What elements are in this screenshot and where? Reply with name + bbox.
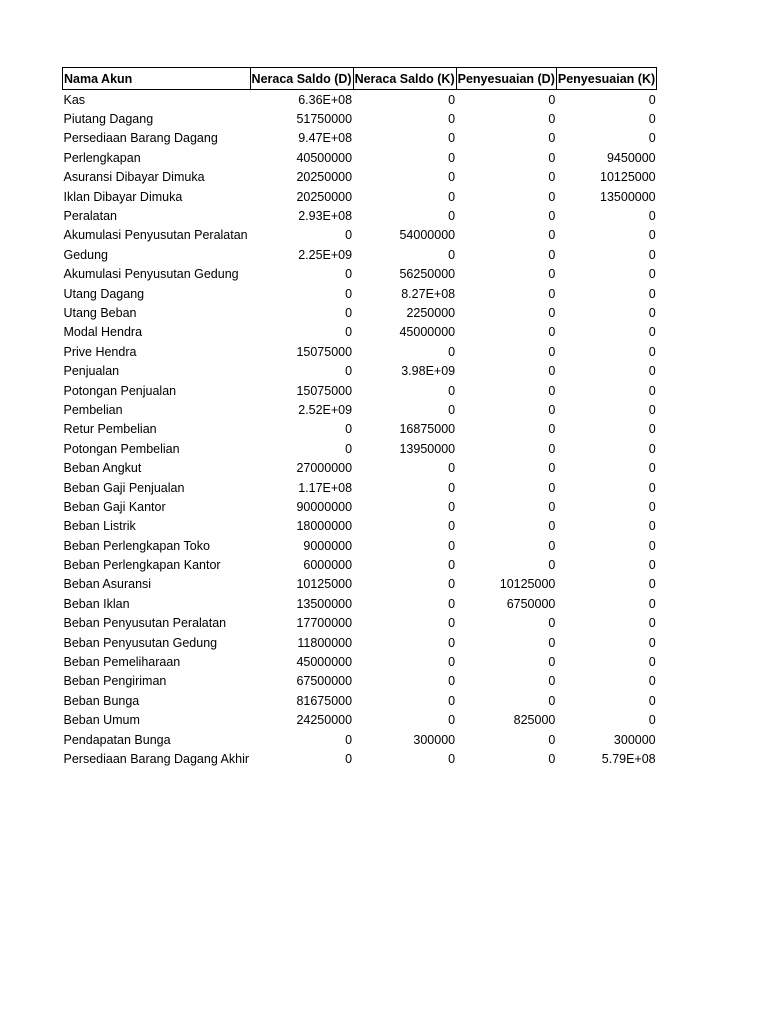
trial-credit-cell[interactable]: 0 — [448, 170, 456, 185]
account-cell[interactable]: Retur Pembelian — [63, 422, 157, 437]
trial-debit-cell[interactable]: 81675000 — [296, 693, 353, 708]
header-cell-trial-debit[interactable]: Neraca Saldo (D) — [250, 68, 353, 90]
account-cell[interactable]: Potongan Penjualan — [63, 383, 177, 398]
adjust-debit-cell[interactable]: 0 — [548, 92, 556, 107]
table-row — [63, 226, 657, 245]
trial-debit-cell[interactable]: 20250000 — [296, 170, 353, 185]
adjust-debit-cell[interactable]: 0 — [548, 674, 556, 689]
table-row — [63, 284, 657, 303]
adjust-debit-cell[interactable]: 0 — [548, 558, 556, 573]
adjust-credit-cell[interactable]: 0 — [648, 693, 656, 708]
adjust-credit-cell[interactable]: 0 — [648, 538, 656, 553]
account-cell[interactable]: Beban Listrik — [63, 519, 136, 534]
trial-debit-cell[interactable]: 11800000 — [297, 635, 353, 650]
adjust-credit-cell[interactable]: 0 — [648, 247, 656, 262]
account-cell[interactable]: Perlengkapan — [63, 150, 141, 165]
trial-credit-cell[interactable]: 0 — [448, 713, 456, 728]
trial-debit-cell[interactable]: 0 — [345, 732, 353, 747]
account-cell[interactable]: Utang Dagang — [63, 286, 145, 301]
adjust-debit-cell[interactable]: 0 — [548, 751, 556, 766]
adjust-credit-cell[interactable]: 0 — [648, 92, 656, 107]
trial-debit-cell[interactable]: 6000000 — [303, 558, 353, 573]
trial-debit-cell[interactable]: 90000000 — [296, 499, 353, 514]
adjust-credit-cell[interactable]: 0 — [648, 713, 656, 728]
trial-balance-table — [62, 67, 657, 769]
adjust-debit-cell[interactable]: 0 — [548, 150, 556, 165]
account-cell[interactable]: Beban Perlengkapan Toko — [63, 538, 210, 553]
account-cell[interactable]: Beban Penyusutan Gedung — [63, 635, 218, 650]
account-cell[interactable]: Prive Hendra — [63, 344, 137, 359]
adjust-credit-cell[interactable]: 0 — [648, 383, 656, 398]
adjust-debit-cell[interactable]: 0 — [548, 422, 556, 437]
adjust-debit-cell[interactable]: 0 — [548, 170, 556, 185]
trial-credit-cell[interactable]: 0 — [448, 112, 456, 127]
adjust-debit-cell[interactable]: 0 — [548, 189, 556, 204]
trial-credit-cell[interactable]: 0 — [448, 209, 456, 224]
trial-debit-cell[interactable]: 40500000 — [296, 150, 353, 165]
trial-credit-cell[interactable]: 0 — [448, 499, 456, 514]
adjust-debit-cell[interactable]: 0 — [548, 228, 556, 243]
adjust-debit-cell[interactable]: 6750000 — [506, 596, 556, 611]
trial-credit-cell[interactable]: 0 — [448, 480, 456, 495]
adjust-debit-cell[interactable]: 0 — [548, 209, 556, 224]
table-row — [63, 303, 657, 322]
account-cell[interactable]: Utang Beban — [63, 305, 137, 320]
adjust-debit-cell[interactable]: 0 — [548, 364, 556, 379]
trial-debit-cell[interactable]: 0 — [345, 441, 353, 456]
trial-credit-cell[interactable]: 0 — [448, 655, 456, 670]
account-cell[interactable]: Beban Angkut — [63, 461, 142, 476]
table-row — [63, 323, 657, 342]
account-cell[interactable]: Pendapatan Bunga — [63, 732, 171, 747]
trial-credit-cell[interactable]: 0 — [448, 383, 456, 398]
table-row — [63, 361, 657, 380]
trial-credit-cell[interactable]: 0 — [448, 558, 456, 573]
header-cell-account[interactable]: Nama Akun — [63, 68, 251, 90]
adjust-debit-cell[interactable]: 0 — [548, 499, 556, 514]
adjust-credit-cell[interactable]: 0 — [648, 131, 656, 146]
adjust-debit-cell[interactable]: 825000 — [513, 713, 556, 728]
account-cell[interactable]: Pembelian — [63, 402, 123, 417]
trial-debit-cell[interactable]: 0 — [345, 325, 353, 340]
trial-credit-cell[interactable]: 0 — [448, 596, 456, 611]
trial-credit-cell[interactable]: 0 — [448, 247, 456, 262]
trial-debit-cell[interactable]: 2.25E+09 — [298, 247, 353, 262]
trial-debit-cell[interactable]: 0 — [345, 305, 353, 320]
trial-credit-cell[interactable]: 3.98E+09 — [401, 364, 456, 379]
trial-credit-cell[interactable]: 0 — [448, 92, 456, 107]
trial-debit-cell[interactable]: 45000000 — [296, 655, 353, 670]
table-row — [63, 517, 657, 536]
adjust-debit-cell[interactable]: 0 — [548, 616, 556, 631]
table-row — [63, 633, 657, 652]
adjust-debit-cell[interactable]: 0 — [548, 402, 556, 417]
account-cell[interactable]: Penjualan — [63, 364, 120, 379]
trial-credit-cell[interactable]: 0 — [448, 577, 456, 592]
trial-debit-cell[interactable]: 18000000 — [296, 519, 353, 534]
adjust-credit-cell[interactable]: 0 — [648, 305, 656, 320]
trial-debit-cell[interactable]: 20250000 — [296, 189, 353, 204]
table-row — [63, 342, 657, 361]
adjust-debit-cell[interactable]: 0 — [548, 286, 556, 301]
account-cell[interactable]: Beban Bunga — [63, 693, 140, 708]
adjust-credit-cell[interactable]: 0 — [648, 480, 656, 495]
account-cell[interactable]: Beban Perlengkapan Kantor — [63, 558, 221, 573]
account-cell[interactable]: Persediaan Barang Dagang — [63, 131, 218, 146]
adjust-credit-cell[interactable]: 10125000 — [600, 170, 656, 185]
header-cell-adjust-credit[interactable]: Penyesuaian (K) — [556, 68, 656, 90]
account-cell[interactable]: Iklan Dibayar Dimuka — [63, 189, 183, 204]
table-row — [63, 187, 657, 206]
adjust-credit-cell[interactable]: 0 — [648, 209, 656, 224]
table-row — [63, 458, 657, 477]
trial-credit-cell[interactable]: 2250000 — [406, 305, 456, 320]
table-row — [63, 575, 657, 594]
adjust-debit-cell[interactable]: 0 — [548, 131, 556, 146]
table-row — [63, 730, 657, 749]
account-cell[interactable]: Akumulasi Penyusutan Peralatan — [63, 228, 248, 243]
adjust-credit-cell[interactable]: 0 — [648, 461, 656, 476]
trial-credit-cell[interactable]: 0 — [448, 538, 456, 553]
account-cell[interactable]: Beban Umum — [63, 713, 140, 728]
table-row — [63, 536, 657, 555]
adjust-debit-cell[interactable]: 0 — [548, 655, 556, 670]
trial-debit-cell[interactable]: 15075000 — [296, 383, 353, 398]
table-row — [63, 245, 657, 264]
account-cell[interactable]: Potongan Pembelian — [63, 441, 180, 456]
trial-credit-cell[interactable]: 0 — [448, 674, 456, 689]
trial-debit-cell[interactable]: 17700000 — [296, 616, 353, 631]
table-row — [63, 555, 657, 574]
header-row — [63, 68, 657, 90]
trial-credit-cell[interactable]: 0 — [448, 616, 456, 631]
table-row — [63, 749, 657, 768]
adjust-credit-cell[interactable]: 0 — [648, 364, 656, 379]
adjust-credit-cell[interactable]: 5.79E+08 — [601, 751, 656, 766]
table-row — [63, 129, 657, 148]
adjust-debit-cell[interactable]: 0 — [548, 325, 556, 340]
adjust-debit-cell[interactable]: 0 — [548, 635, 556, 650]
header-cell-adjust-debit[interactable]: Penyesuaian (D) — [456, 68, 556, 90]
adjust-credit-cell[interactable]: 0 — [648, 519, 656, 534]
trial-debit-cell[interactable]: 2.93E+08 — [298, 209, 353, 224]
trial-debit-cell[interactable]: 67500000 — [296, 674, 353, 689]
account-cell[interactable]: Kas — [63, 92, 86, 107]
adjust-credit-cell[interactable]: 0 — [648, 267, 656, 282]
table-row — [63, 614, 657, 633]
table-row — [63, 265, 657, 284]
adjust-credit-cell[interactable]: 13500000 — [600, 189, 656, 204]
trial-credit-cell[interactable]: 0 — [448, 150, 456, 165]
adjust-credit-cell[interactable]: 0 — [648, 325, 656, 340]
trial-debit-cell[interactable]: 0 — [345, 751, 353, 766]
trial-credit-cell[interactable]: 300000 — [413, 732, 456, 747]
table-row — [63, 672, 657, 691]
adjust-debit-cell[interactable]: 0 — [548, 461, 556, 476]
trial-debit-cell[interactable]: 2.52E+09 — [298, 402, 353, 417]
table-row — [63, 691, 657, 710]
adjust-debit-cell[interactable]: 0 — [548, 305, 556, 320]
account-cell[interactable]: Peralatan — [63, 209, 118, 224]
trial-credit-cell[interactable]: 0 — [448, 461, 456, 476]
account-cell[interactable]: Modal Hendra — [63, 325, 143, 340]
adjust-credit-cell[interactable]: 0 — [648, 596, 656, 611]
account-cell[interactable]: Beban Iklan — [63, 596, 130, 611]
adjust-credit-cell[interactable]: 300000 — [613, 732, 656, 747]
table-row — [63, 439, 657, 458]
trial-debit-cell[interactable]: 0 — [345, 364, 353, 379]
trial-debit-cell[interactable]: 6.36E+08 — [298, 92, 353, 107]
table-row — [63, 109, 657, 128]
table-row — [63, 206, 657, 225]
adjust-debit-cell[interactable]: 0 — [548, 267, 556, 282]
adjust-debit-cell[interactable]: 0 — [548, 480, 556, 495]
trial-debit-cell[interactable]: 27000000 — [296, 461, 353, 476]
adjust-debit-cell[interactable]: 0 — [548, 732, 556, 747]
table-row — [63, 420, 657, 439]
trial-debit-cell[interactable]: 0 — [345, 228, 353, 243]
adjust-debit-cell[interactable]: 0 — [548, 441, 556, 456]
account-cell[interactable]: Beban Asuransi — [63, 577, 152, 592]
adjust-debit-cell[interactable]: 0 — [548, 538, 556, 553]
trial-debit-cell[interactable]: 9000000 — [303, 538, 353, 553]
trial-debit-cell[interactable]: 13500000 — [296, 596, 353, 611]
account-cell[interactable]: Beban Pemeliharaan — [63, 655, 181, 670]
adjust-credit-cell[interactable]: 0 — [648, 499, 656, 514]
table-row — [63, 400, 657, 419]
trial-credit-cell[interactable]: 0 — [448, 635, 456, 650]
adjust-debit-cell[interactable]: 0 — [548, 383, 556, 398]
adjust-debit-cell[interactable]: 0 — [548, 112, 556, 127]
trial-credit-cell[interactable]: 56250000 — [399, 267, 456, 282]
account-cell[interactable]: Gedung — [63, 247, 108, 262]
account-cell[interactable]: Piutang Dagang — [63, 112, 154, 127]
table-row — [63, 594, 657, 613]
adjust-credit-cell[interactable]: 0 — [648, 286, 656, 301]
adjust-debit-cell[interactable]: 0 — [548, 247, 556, 262]
table-row — [63, 148, 657, 167]
account-cell[interactable]: Beban Gaji Kantor — [63, 499, 166, 514]
trial-credit-cell[interactable]: 16875000 — [399, 422, 456, 437]
account-cell[interactable]: Persediaan Barang Dagang Akhir — [63, 751, 250, 766]
table-row — [63, 381, 657, 400]
adjust-credit-cell[interactable]: 0 — [648, 674, 656, 689]
trial-debit-cell[interactable]: 0 — [345, 422, 353, 437]
adjust-credit-cell[interactable]: 0 — [648, 441, 656, 456]
adjust-debit-cell[interactable]: 0 — [548, 693, 556, 708]
account-cell[interactable]: Beban Pengiriman — [63, 674, 167, 689]
adjust-credit-cell[interactable]: 0 — [648, 635, 656, 650]
table-row — [63, 652, 657, 671]
adjust-credit-cell[interactable]: 9450000 — [606, 150, 656, 165]
adjust-credit-cell[interactable]: 0 — [648, 344, 656, 359]
account-cell[interactable]: Akumulasi Penyusutan Gedung — [63, 267, 239, 282]
trial-credit-cell[interactable]: 0 — [448, 693, 456, 708]
trial-credit-cell[interactable]: 0 — [448, 751, 456, 766]
trial-credit-cell[interactable]: 0 — [448, 344, 456, 359]
adjust-credit-cell[interactable]: 0 — [648, 112, 656, 127]
header-cell-trial-credit[interactable]: Neraca Saldo (K) — [353, 68, 456, 90]
adjust-credit-cell[interactable]: 0 — [648, 616, 656, 631]
trial-debit-cell[interactable]: 0 — [345, 267, 353, 282]
adjust-credit-cell[interactable]: 0 — [648, 655, 656, 670]
adjust-debit-cell[interactable]: 0 — [548, 344, 556, 359]
trial-credit-cell[interactable]: 54000000 — [399, 228, 456, 243]
account-cell[interactable]: Beban Penyusutan Peralatan — [63, 616, 227, 631]
trial-debit-cell[interactable]: 10125000 — [296, 577, 353, 592]
adjust-debit-cell[interactable]: 10125000 — [499, 577, 556, 592]
trial-credit-cell[interactable]: 0 — [448, 402, 456, 417]
trial-credit-cell[interactable]: 0 — [448, 189, 456, 204]
adjust-credit-cell[interactable]: 0 — [648, 558, 656, 573]
trial-debit-cell[interactable]: 9.47E+08 — [298, 131, 353, 146]
trial-credit-cell[interactable]: 0 — [448, 131, 456, 146]
trial-debit-cell[interactable]: 15075000 — [296, 344, 353, 359]
account-cell[interactable]: Asuransi Dibayar Dimuka — [63, 170, 205, 185]
trial-debit-cell[interactable]: 51750000 — [296, 112, 353, 127]
trial-credit-cell[interactable]: 8.27E+08 — [401, 286, 456, 301]
adjust-credit-cell[interactable]: 0 — [648, 422, 656, 437]
trial-debit-cell[interactable]: 1.17E+08 — [298, 480, 353, 495]
adjust-credit-cell[interactable]: 0 — [648, 228, 656, 243]
trial-credit-cell[interactable]: 45000000 — [399, 325, 456, 340]
trial-credit-cell[interactable]: 0 — [448, 519, 456, 534]
table-row — [63, 497, 657, 516]
table-row — [63, 168, 657, 187]
account-cell[interactable]: Beban Gaji Penjualan — [63, 480, 185, 495]
trial-credit-cell[interactable]: 13950000 — [399, 441, 456, 456]
table-row — [63, 478, 657, 497]
table-row — [63, 90, 657, 110]
adjust-credit-cell[interactable]: 0 — [648, 402, 656, 417]
trial-debit-cell[interactable]: 0 — [345, 286, 353, 301]
table-row — [63, 711, 657, 730]
trial-debit-cell[interactable]: 24250000 — [296, 713, 353, 728]
adjust-credit-cell[interactable]: 0 — [648, 577, 656, 592]
adjust-debit-cell[interactable]: 0 — [548, 519, 556, 534]
